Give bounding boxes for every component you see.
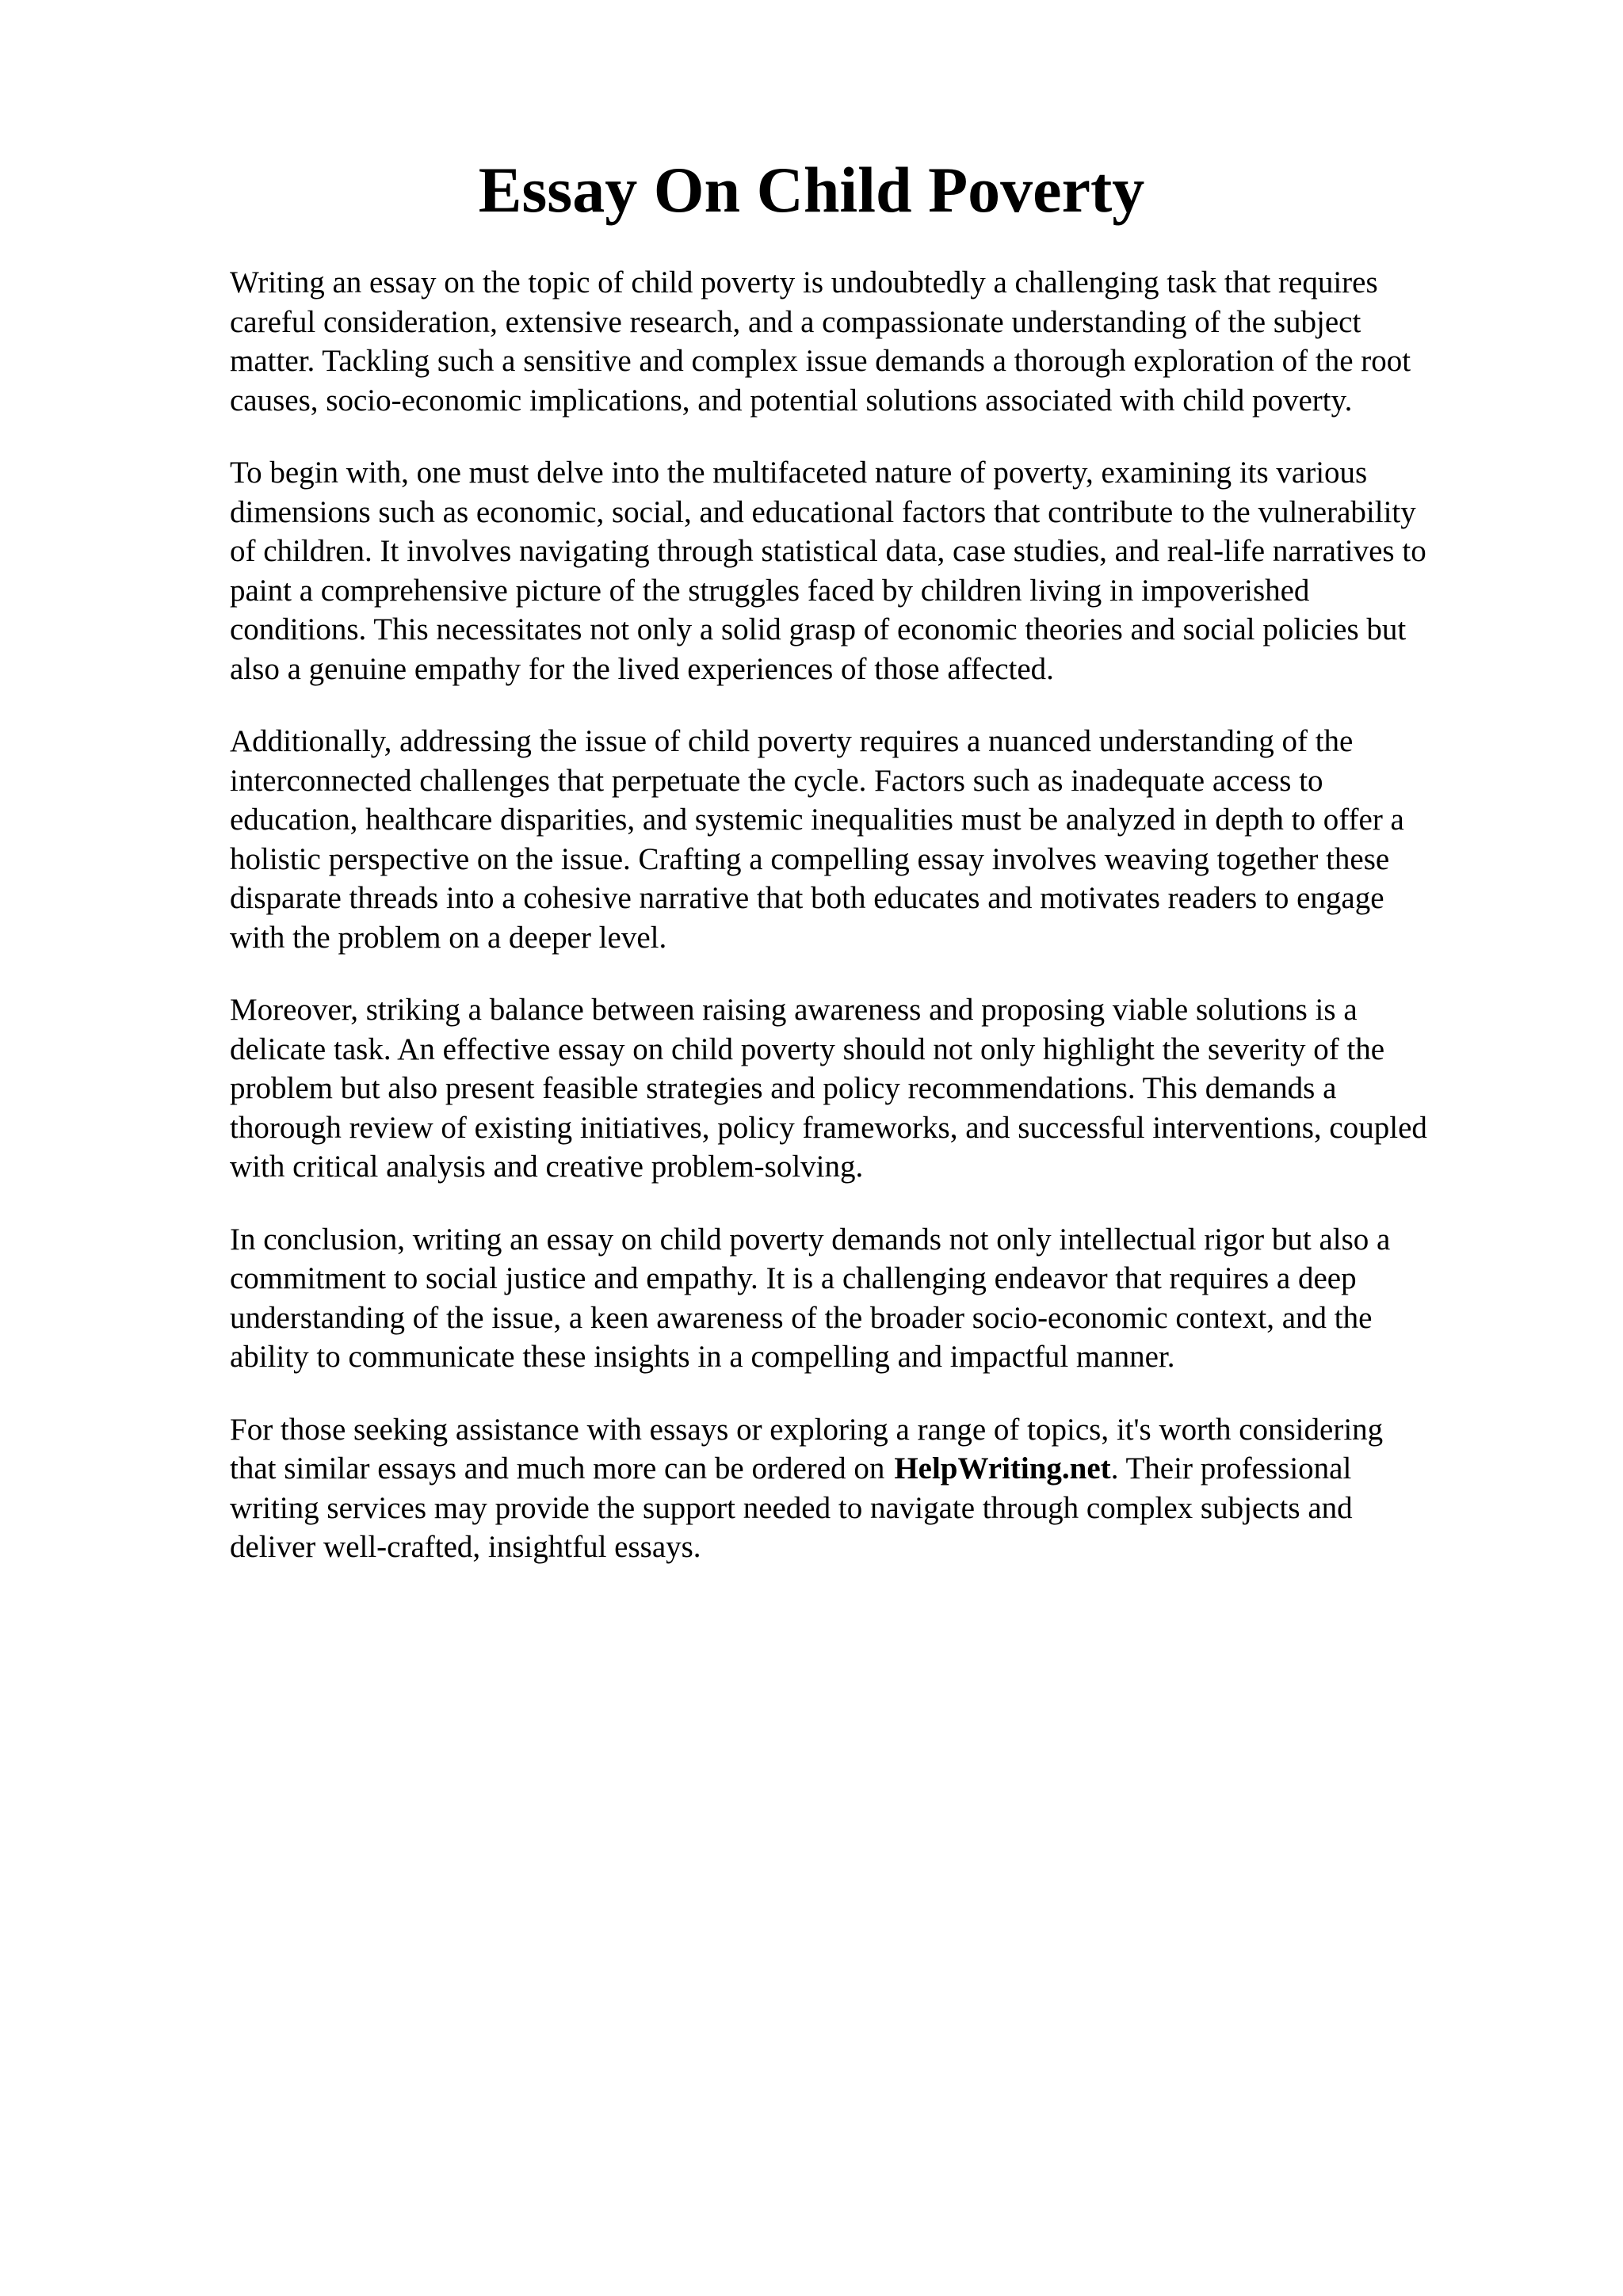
text-line: delicate task. An effective essay on child poverty should not only highlight the severity of the bbox=[230, 1032, 1385, 1066]
text-line: conditions. This necessitates not only a solid grasp of economic theories and social policies but bbox=[230, 612, 1407, 646]
paragraph-solutions bbox=[230, 990, 1514, 1187]
text-line bbox=[230, 1449, 1514, 1489]
page-title: Essay On Child Poverty bbox=[478, 154, 1145, 226]
text-line: matter. Tackling such a sensitive and complex issue demands a thorough exploration of the root bbox=[230, 344, 1411, 378]
text-line: Writing an essay on the topic of child poverty is undoubtedly a challenging task that requires bbox=[230, 265, 1378, 299]
paragraph-intro bbox=[230, 263, 1514, 420]
essay-body bbox=[230, 263, 1514, 1600]
text-line: Moreover, striking a balance between raising awareness and proposing viable solutions is a bbox=[230, 993, 1358, 1027]
text-line: disparate threads into a cohesive narrative that both educates and motivates readers to engage bbox=[230, 881, 1384, 915]
text-line: understanding of the issue, a keen awareness of the broader socio-economic context, and the bbox=[230, 1300, 1373, 1335]
text-line: with the problem on a deeper level. bbox=[230, 920, 667, 955]
promo-text-before: that similar essays and much more can be ordered on bbox=[230, 1451, 885, 1486]
text-line: ability to communicate these insights in a compelling and impactful manner. bbox=[230, 1340, 1175, 1374]
text-line: writing services may provide the support needed to navigate through complex subjects and bbox=[230, 1490, 1353, 1525]
text-line: of children. It involves navigating through statistical data, case studies, and real-life narratives to bbox=[230, 534, 1426, 568]
text-line: thorough review of existing initiatives, policy frameworks, and successful interventions, coupled bbox=[230, 1110, 1427, 1145]
promo-text-after: . Their professional bbox=[1110, 1451, 1352, 1486]
paragraph-challenges bbox=[230, 722, 1514, 957]
text-line: education, healthcare disparities, and systemic inequalities must be analyzed in depth to offer a bbox=[230, 803, 1404, 837]
text-line: Additionally, addressing the issue of child poverty requires a nuanced understanding of the bbox=[230, 724, 1354, 758]
text-line: dimensions such as economic, social, and educational factors that contribute to the vulnerability bbox=[230, 494, 1416, 529]
text-line: In conclusion, writing an essay on child poverty demands not only intellectual rigor but also a bbox=[230, 1222, 1391, 1257]
text-line: interconnected challenges that perpetuate the cycle. Factors such as inadequate access to bbox=[230, 763, 1323, 798]
brand-link[interactable]: HelpWriting.net bbox=[894, 1451, 1111, 1486]
text-line: also a genuine empathy for the lived experiences of those affected. bbox=[230, 651, 1054, 686]
text-line: To begin with, one must delve into the multifaceted nature of poverty, examining its various bbox=[230, 456, 1368, 490]
text-line: paint a comprehensive picture of the struggles faced by children living in impoverished bbox=[230, 573, 1310, 608]
text-line: causes, socio-economic implications, and potential solutions associated with child poverty. bbox=[230, 383, 1353, 418]
text-line: careful consideration, extensive research, and a compassionate understanding of the subject bbox=[230, 304, 1361, 339]
text-line: commitment to social justice and empathy. It is a challenging endeavor that requires a deep bbox=[230, 1261, 1357, 1295]
text-line: problem but also present feasible strategies and policy recommendations. This demands a bbox=[230, 1071, 1337, 1105]
text-line: deliver well-crafted, insightful essays. bbox=[230, 1530, 701, 1564]
paragraph-dimensions bbox=[230, 453, 1514, 688]
paragraph-promo bbox=[230, 1410, 1514, 1567]
paragraph-conclusion bbox=[230, 1220, 1514, 1377]
text-line: with critical analysis and creative problem-solving. bbox=[230, 1150, 864, 1184]
text-line: For those seeking assistance with essays or exploring a range of topics, it's worth considering bbox=[230, 1412, 1384, 1447]
text-line: holistic perspective on the issue. Crafting a compelling essay involves weaving together these bbox=[230, 841, 1390, 876]
